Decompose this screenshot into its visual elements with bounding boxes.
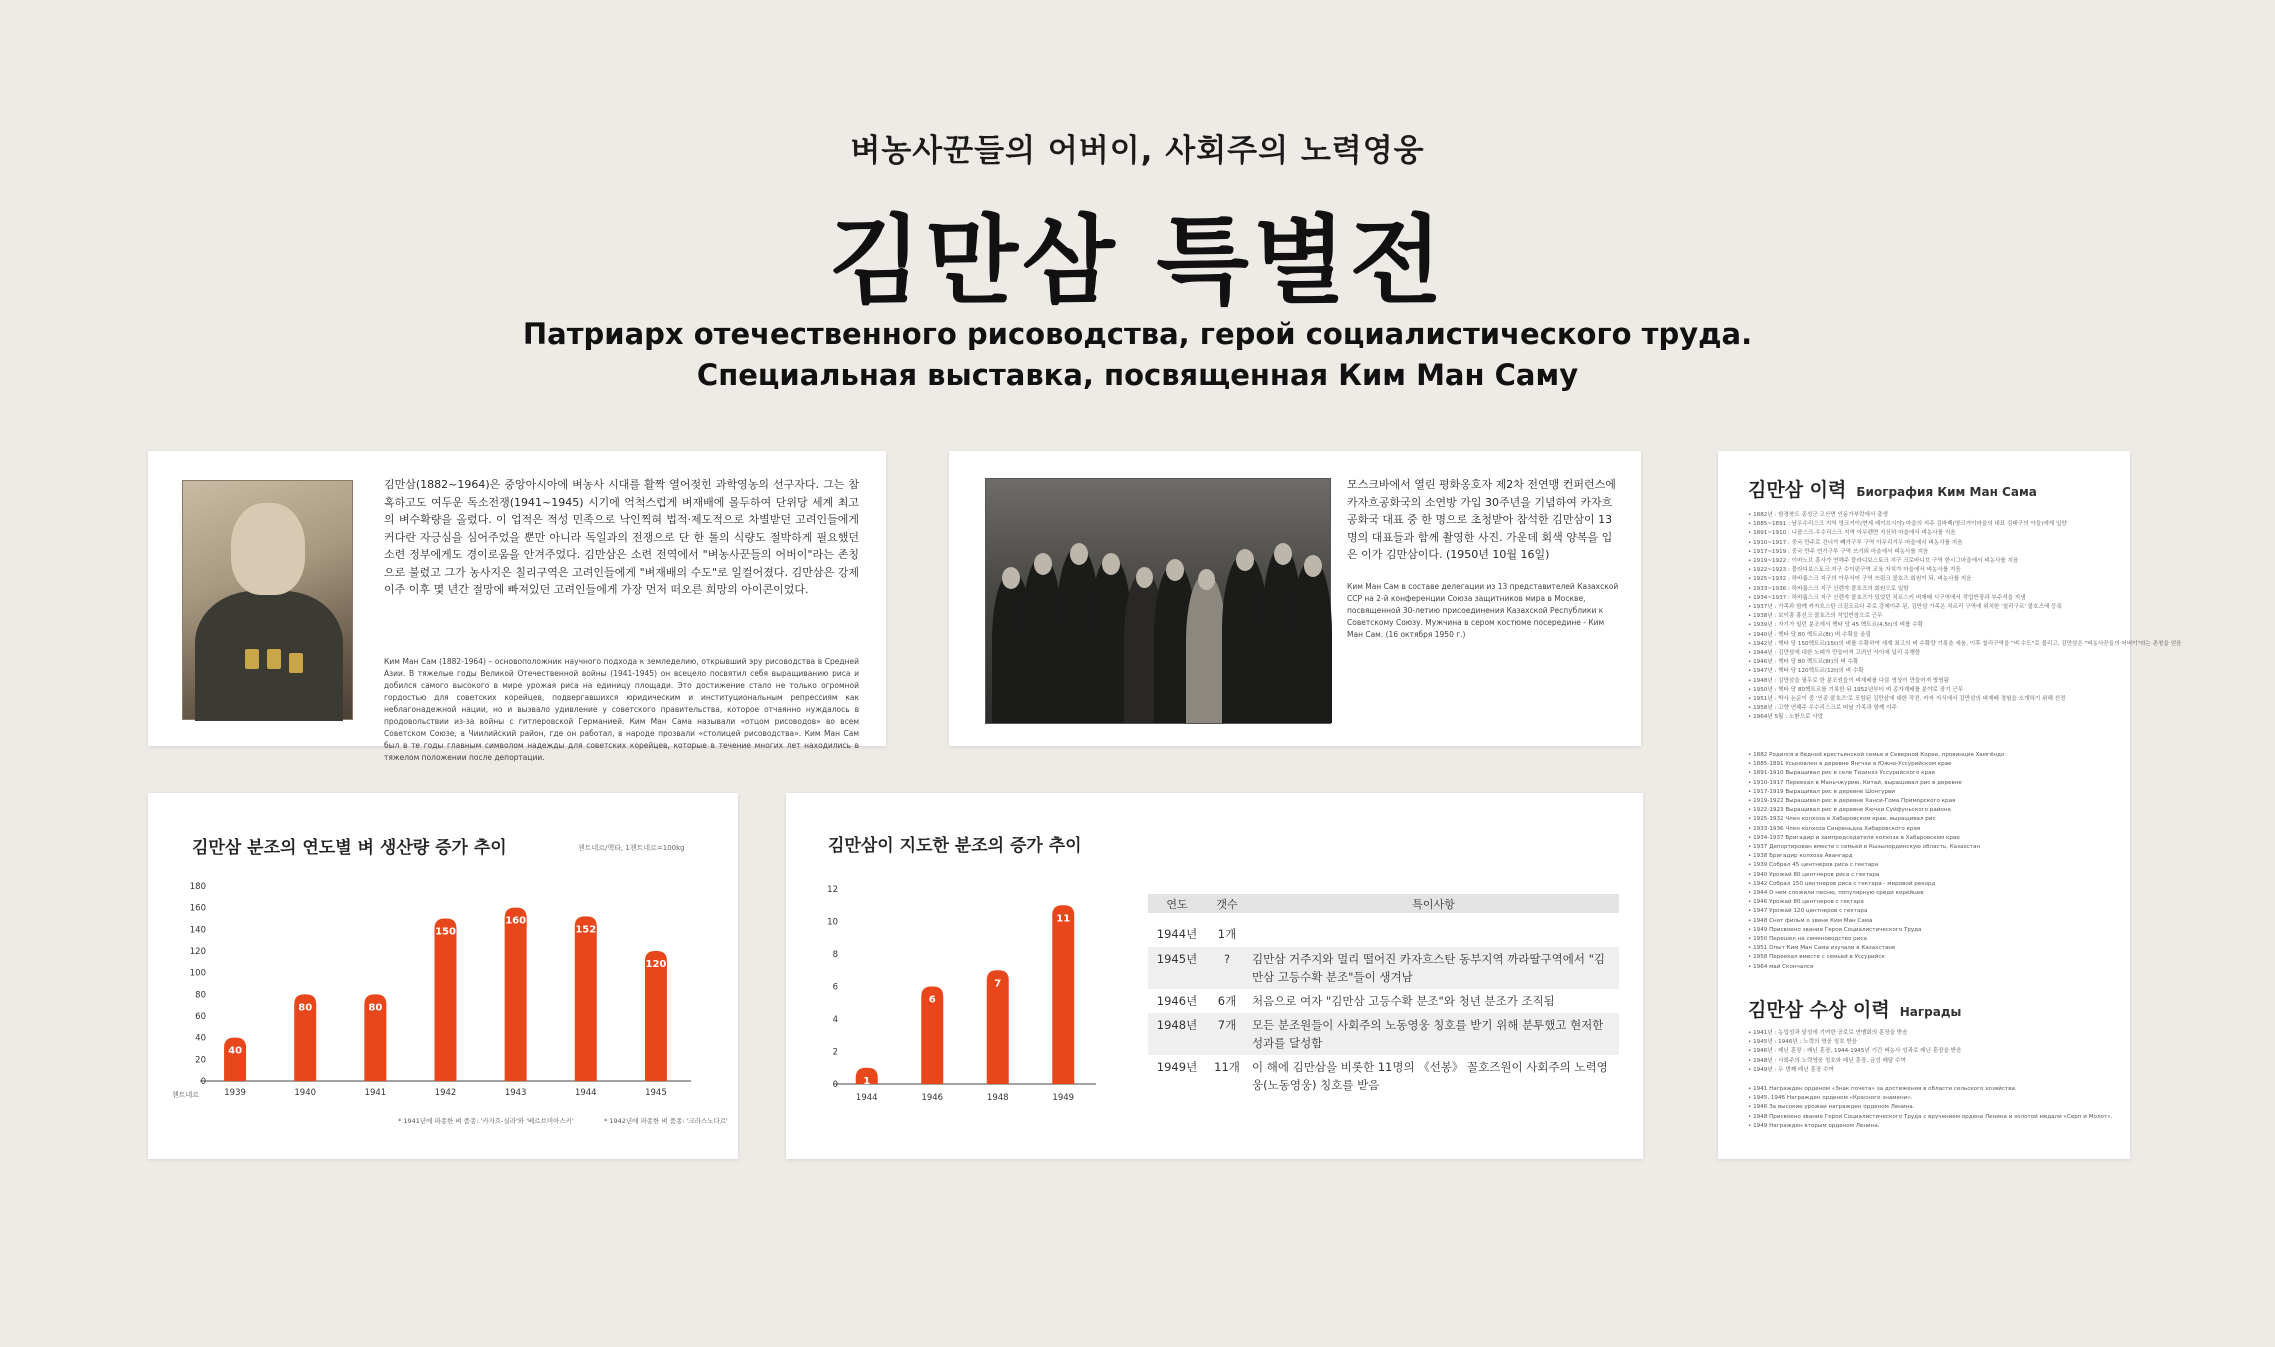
list-item: • 1951년 : 박사 논문이 중 '인종 콜호즈'로 포함된 김만삼에 대한 작전. 카자 지식에서 김만삼의 벼재배 경험을 소개하기 위해 선정 <box>1748 695 2108 704</box>
bar-value-label: 152 <box>575 924 597 936</box>
table-row <box>1148 1055 1619 1097</box>
awards-title-russian: Награды <box>1899 1005 1962 1019</box>
list-item: • 1949 Присвоено звание Героя Социалистического Труда <box>1748 926 2108 935</box>
x-tick-label: 1943 <box>504 1088 527 1098</box>
list-item: • 1910~1917 : 중국 만주로 건너가 빼가구루 구역 아무리거우 마을에서 벼농사를 지음 <box>1748 539 2108 548</box>
table-row <box>1148 1013 1619 1055</box>
list-item: • 1919~1922 : 이바노브 흥사가 연해주 블라디보스토크 지구 크로바니브 구역 한시그마을에서 벼농사를 지음 <box>1748 557 2108 566</box>
table-cell-year: 1946년 <box>1156 994 1198 1008</box>
x-tick-label: 1948 <box>986 1093 1009 1103</box>
bar-value-label: 40 <box>228 1045 243 1057</box>
list-item: • 1940년 : 헥타 당 80 헥트르(8t) 벼 수확을 올림 <box>1748 631 2108 640</box>
list-item: • 1946 За высокие урожаи награжден орденом Ленина. <box>1748 1103 2108 1112</box>
list-item: • 1947년 : 헥타 당 120헥트르(12t)의 벼 수확 <box>1748 667 2108 676</box>
list-item: • 1933~1936 : 하바롭스크 지구 신렌쟈 콜호즈의 회원으로 일함 <box>1748 585 2108 594</box>
table-cell-year: 1949년 <box>1156 1060 1198 1074</box>
bar-value-label: 7 <box>994 978 1002 990</box>
biography-panel <box>1718 451 2182 1159</box>
list-item: • 1946년 : 헥타 당 80 헥트르(8t)의 벼 수확 <box>1748 658 2108 667</box>
x-tick-label: 1944 <box>574 1088 597 1098</box>
awards-list-korean <box>1748 1029 2108 1075</box>
list-item: • 1939년 : 자기가 일던 분조에서 헥타 당 45 헥트르(4.5t)의 벼를 수확 <box>1748 621 2108 630</box>
list-item: • 1951 Опыт Ким Ман Сама изучали в Казахстане <box>1748 944 2108 953</box>
list-item: • 1917-1919 Выращивал рис в деревне Шонгурви <box>1748 788 2108 797</box>
y-unit-label: 첸트네르 <box>172 1091 200 1099</box>
awards-title <box>1748 995 1961 1022</box>
bar-value-label: 1 <box>863 1075 871 1087</box>
list-item: • 1891~1910 : 니콜스크-우수리스크 지역 아무렌면 지신허 마을에서 벼농사를 지음 <box>1748 529 2108 538</box>
list-item: • 1885-1891 Усыновлен в деревне Янгчхе в Южно-Уссурийском крае <box>1748 760 2108 769</box>
list-item: • 1947 Урожай 120 центнеров с гектара <box>1748 907 2108 916</box>
list-item: • 1885~1891 : 남우수리스크 지역 영크거이(현재 레이브시야) 마을의 지주 김바벡(영크거이마을의 대표 김태구의 아들)에게 입양 <box>1748 520 2108 529</box>
x-tick-label: 1940 <box>294 1088 317 1098</box>
bar-value-label: 11 <box>1056 913 1071 925</box>
group-photo-panel <box>949 451 1641 746</box>
list-item: • 1964 май Скончался <box>1748 963 2108 972</box>
list-item: • 1945년 : 1946년 : 노력의 영웅 칭호 받음 <box>1748 1038 2108 1047</box>
list-item: • 1934~1937 : 하바롭스크 지구 신렌쟈 콜호즈가 있었던 치르스키 벼재배 시구역에서 작업반장과 부주석을 지냄 <box>1748 594 2108 603</box>
awards-title-korean: 김만삼 수상 이력 <box>1748 999 1890 1021</box>
table-header-year: 연도 <box>1148 894 1206 913</box>
x-tick-label: 1945 <box>645 1088 667 1098</box>
list-item: • 1939 Собрал 45 центнеров риса с гектара <box>1748 861 2108 870</box>
list-item: • 1910-1917 Переехал в Маньчжурию, Китай, выращивал рис в деревне <box>1748 779 2108 788</box>
bar-value-label: 160 <box>505 915 527 927</box>
y-tick-label: 120 <box>189 947 206 957</box>
list-item: • 1891-1910 Выращивал рис в селе Тизинхэ Уссурийского края <box>1748 769 2108 778</box>
production-chart-title: 김만삼 분조의 연도별 벼 생산량 증가 추이 <box>192 838 507 858</box>
awards-list-russian <box>1748 1085 2113 1131</box>
list-item: • 1950 Перешел на семеноводство риса <box>1748 935 2108 944</box>
bar <box>224 1038 246 1081</box>
main-title-korean: 김만삼 특별전 <box>828 205 1447 317</box>
list-item: • 1964년 5월 : 노환으로 사망 <box>1748 713 2108 722</box>
brigade-table-header <box>1148 894 1619 913</box>
x-tick-label: 1939 <box>224 1088 246 1098</box>
table-cell-note: 이 해에 김만삼을 비롯한 11명의 《선봉》 꼴호즈원이 사회주의 노력영웅(노동영웅) 칭호를 받음 <box>1252 1060 1608 1092</box>
table-row <box>1148 989 1619 1013</box>
table-header-count: 갯수 <box>1206 894 1248 913</box>
list-item: • 1942년 : 헥타 당 150헥트르(15t)의 벼를 수확하여 세계 최고의 벼 수확량 기록을 세움. 이후 칠리구역을 "벼 수도"로 불리고, 김만삼은 "벼농사꾼들의 어버이"라는 존칭을 얻음 <box>1748 640 2108 649</box>
biography-title-korean: 김만삼 이력 <box>1748 479 1847 501</box>
bar <box>645 951 667 1081</box>
y-tick-label: 10 <box>827 917 838 928</box>
list-item: • 1948 Присвоено звание Героя Социалистического Труда с вручением ордена Ленина и золотой медали «Серп и Молот». <box>1748 1113 2108 1122</box>
y-tick-label: 160 <box>189 903 206 914</box>
y-tick-label: 80 <box>195 990 206 1001</box>
list-item: • 1917~1919 : 중국 만주 연기구루 구역 쓰기뫼 마을에서 벼농사를 지음 <box>1748 548 2108 557</box>
table-cell-count: 1개 <box>1217 927 1237 941</box>
biography-title-russian: Биография Ким Ман Сама <box>1856 485 2037 499</box>
bar-value-label: 6 <box>928 994 936 1006</box>
y-tick-label: 2 <box>832 1047 838 1058</box>
y-tick-label: 180 <box>189 882 206 892</box>
table-row <box>1148 947 1619 989</box>
list-item: • 1958 Переехал вместе с семьей в Уссурийск <box>1748 953 2108 962</box>
table-cell-note: 김만삼 거주지와 멀리 떨어진 카자흐스탄 동부지역 까라딸구역에서 "김만삼 고등수확 분조"들이 생겨남 <box>1248 947 1619 989</box>
list-item: • 1919-1922 Выращивал рис в деревне Ханси-Гома Приморского края <box>1748 797 2108 806</box>
list-item: • 1949년 : 두 번째 레닌 훈장 수여 <box>1748 1066 2108 1075</box>
y-tick-label: 60 <box>195 1012 206 1022</box>
list-item: • 1925-1932 Член колхоза в Хабаровском крае, выращивал рис <box>1748 815 2108 824</box>
biography-title <box>1748 475 2037 502</box>
list-item: • 1925~1932 : 하바롭스크 지구의 아무서어 구역 쓰림크 콜호즈 회원이 되, 벼농사를 지음 <box>1748 575 2108 584</box>
list-item: • 1882년 : 함경북도 종성군 고산면 인동가부락에서 출생 <box>1748 511 2108 520</box>
list-item: • 1948년 : 사회주의 노력영웅 칭호와 레닌 훈장, 금성 메달 수여 <box>1748 1057 2108 1066</box>
subtitle-korean: 벼농사꾼들의 어버이, 사회주의 노력영웅 <box>850 133 1425 169</box>
brigade-growth-panel <box>786 793 1643 1159</box>
table-cell-note: 모든 분조원들이 사회주의 노동영웅 칭호를 받기 위해 분투했고 현저한 성과를 달성함 <box>1248 1013 1619 1055</box>
y-tick-label: 8 <box>832 950 838 960</box>
list-item: • 1948 Снят фильм о звене Ким Ман Сама <box>1748 917 2108 926</box>
intro-text-korean: 김만삼(1882~1964)은 중앙아시아에 벼농사 시대를 활짝 열어젖힌 과학영농의 선구자다. 그는 참혹하고도 여두운 독소전쟁(1941~1945) 시기에 억척스럽게 벼재배에 몰두하여 단위당 세계 최고의 벼수확량을 올렸다. 이 업적은 적성 민족으로 낙인찍혀 법적·제도적으로 차별받던 고려인들에게 커다란 자긍심을 심어주었을 뿐만 아니라 독일과의 전쟁으로 단 한 톨의 식량도 절박하게 필요했던 소련 정부에게도 경이로움을 안겨주었다. 김만삼은 소련 전역에서 "벼농사꾼들의 어버이"라는 존칭으로 불렸고 그가 농사지은 칠리구역은 고려인들에게 "벼재배의 수도"로 일컬어졌다. 김만삼은 강제이주 이후 몇 년간 절망에 빠져있던 고려인들에게 가장 먼저 떠오른 희망의 아이콘이었다. <box>384 478 859 596</box>
y-tick-label: 140 <box>189 925 206 936</box>
x-tick-label: 1942 <box>434 1088 457 1098</box>
list-item: • 1946년 : 레닌 훈장 : 레닌 훈장, 1944-1945년 기간 벼농사 성과로 레닌 훈장을 받음 <box>1748 1047 2108 1056</box>
table-cell-year: 1948년 <box>1148 1013 1206 1055</box>
production-chart-panel <box>148 793 738 1159</box>
x-tick-label: 1946 <box>921 1093 944 1103</box>
bar-value-label: 80 <box>368 1002 383 1014</box>
list-item: • 1938 Бригадир колхоза Авангард <box>1748 852 2108 861</box>
list-item: • 1922-1923 Выращивал рис в деревне Кючхи Суйфуньского района <box>1748 806 2108 815</box>
photo-caption-korean: 모스크바에서 열린 평화옹호자 제2차 전연맹 컨퍼런스에 카자흐공화국의 소연방 가입 30주년을 기념하여 카자흐공화국 대표 중 한 명으로 초청받아 참석한 김만삼이 13명의 대표들과 함께 촬영한 사진. 가운데 회색 양복을 입은 이가 김만삼이다. (1950년 10월 16일) <box>1347 478 1616 561</box>
bar-value-label: 80 <box>298 1002 313 1014</box>
bar <box>575 916 597 1081</box>
list-item: • 1944 О нем сложили песню, популярную среди корейцев <box>1748 889 2108 898</box>
group-photo <box>985 478 1331 724</box>
list-item: • 1922~1923 : 블라디보스토크 지구 수이펀구역 교육 자치가 마을에서 벼농사를 지음 <box>1748 566 2108 575</box>
table-cell-count: 6개 <box>1217 994 1237 1008</box>
table-cell-note: 처음으로 여자 "김만삼 고등수확 분조"와 청년 분조가 조직됨 <box>1252 994 1555 1008</box>
portrait-photo <box>182 480 353 720</box>
table-row <box>1148 913 1619 947</box>
table-header-note: 특이사항 <box>1248 894 1619 913</box>
table-cell-year: 1944년 <box>1156 927 1198 941</box>
production-chart-unit: 첸트네르/헥타, 1첸트네르=100kg <box>578 844 685 852</box>
title-russian-line2: Специальная выставка, посвященная Ким Ман Саму <box>696 358 1579 392</box>
chart-footnote-1942: * 1942년에 파종한 벼 품종: '크라스노다르' <box>604 1117 728 1125</box>
biography-list-russian <box>1748 751 2108 972</box>
table-cell-count: 11개 <box>1214 1060 1240 1074</box>
photo-caption-russian: Ким Ман Сам в составе делегации из 13 представителей Казахской ССР на 2-й конференции Союза защитников мира в Москве, посвященной 30-летию присоединения Казахской Республики к Советскому Союзу. Мужчина в сером костюме посередине - Ким Ман Сам. (16 октября 1950 г.) <box>1347 582 1619 639</box>
chart-footnote-1941: * 1941년에 파종한 벼 품종: '카자흐-실라'와 '베르브미아스키' <box>398 1117 574 1125</box>
list-item: • 1937년 : 가족과 함께 카자흐스탄 크질오르다 주로 강제이주 된, 김만삼 가족은 치르리 구역에 위치한 '칠리구르' 콜호즈에 등록 <box>1748 603 2108 612</box>
biography-list-korean <box>1748 511 2182 723</box>
list-item: • 1941년 : 농업성과 달성에 기여한 공로로 연맹회의 훈장을 받음 <box>1748 1029 2108 1038</box>
list-item: • 1934-1937 Бригадир и зампредседателя колхоза в Хабаровском крае <box>1748 834 2108 843</box>
x-tick-label: 1941 <box>364 1088 387 1098</box>
list-item: • 1950년 : 헥타 당 80헥트르를 기록한 뒤 1952년부터 벼 종자재배를 분야로 장기 근무 <box>1748 686 2108 695</box>
list-item: • 1882 Родился в бедной крестьянской семье в Северной Корее, провинция Хамгёндо <box>1748 751 2108 760</box>
title-russian-line1: Патриарх отечественного рисоводства, герой социалистического труда. <box>522 317 1753 351</box>
y-tick-label: 0 <box>200 1077 206 1087</box>
list-item: • 1948년 : 김만삼을 필두로 한 분조원들이 벼재배를 다룬 영상이 만들어져 방영됨 <box>1748 677 2108 686</box>
table-cell-year: 1945년 <box>1148 947 1206 989</box>
y-tick-label: 100 <box>189 968 206 979</box>
bar <box>435 919 457 1082</box>
list-item: • 1946 Урожай 80 центнеров с гектара <box>1748 898 2108 907</box>
list-item: • 1937 Депортирован вместе с семьей в Кызылординскую область, Казахстан <box>1748 843 2108 852</box>
intro-text-russian: Ким Ман Сам (1882-1964) – основоположник научного подхода к земледелию, открывший эру рисоводства в Средней Азии. В тяжелые годы Великой Отечественной войны (1941-1945) он всецело посвятил себя выращиванию риса и добился самого высокого в мире урожая риса на единицу площади. Это достижение стало не только огромной гордостью для советских корейцев, подвергавшихся юридическим и институциональным репрессиям как неблагонадежной нации, но и вызвало удивление у советского правительства, которое отчаянно нуждалось в продовольствии из-за войны с гитлеровской Германией. Ким Ман Сама называли «отцом рисоводов» во всем Советском Союзе, а Чиилийский район, где он работал, в народе прозвали «столицей рисоводства». Ким Ман Сам был в те годы главным символом надежды для советских корейцев, которые в течение многих лет находились в тяжелом положении после депортации. <box>384 657 859 762</box>
bar <box>1052 905 1074 1084</box>
brigade-bar-chart <box>786 853 1126 1153</box>
x-tick-label: 1949 <box>1052 1093 1075 1103</box>
intro-panel <box>148 451 886 762</box>
list-item: • 1958년 : 고향 연해주 우수리스크로 떠날 가족과 함께 이주 <box>1748 704 2108 713</box>
y-tick-label: 6 <box>832 982 838 993</box>
list-item: • 1938년 : 보이흥 흥선크 콜호즈의 작업반장으로 근무 <box>1748 612 2108 621</box>
table-cell-count: 7개 <box>1206 1013 1248 1055</box>
y-tick-label: 12 <box>827 885 838 895</box>
bar-value-label: 120 <box>645 959 667 970</box>
list-item: • 1949 Награжден вторым орденом Ленина. <box>1748 1122 2108 1131</box>
brigade-table <box>1148 894 1619 1097</box>
list-item: • 1942 Собрал 150 центнеров риса с гектара - мировой рекорд <box>1748 880 2108 889</box>
table-cell-count: ? <box>1206 947 1248 989</box>
y-tick-label: 20 <box>195 1055 206 1066</box>
list-item: • 1933-1936 Член колхоза Синреньдза Хабаровского края <box>1748 825 2108 834</box>
list-item: • 1940 Урожай 80 центнеров риса с гектара <box>1748 871 2108 880</box>
bar-value-label: 150 <box>435 926 456 938</box>
list-item: • 1945, 1946 Награжден орденом «Красного знамени». <box>1748 1094 2108 1103</box>
y-tick-label: 4 <box>832 1015 838 1025</box>
table-cell-note <box>1248 913 1619 947</box>
list-item: • 1944년 : 김만삼에 대한 노래가 만들어져 고려인 사이에 널리 유행함 <box>1748 649 2108 658</box>
bar <box>505 908 527 1081</box>
list-item: • 1941 Награжден орденом «Знак почета» за достижения в области сельского хозяйства. <box>1748 1085 2108 1094</box>
production-bar-chart <box>148 793 738 1099</box>
x-tick-label: 1944 <box>855 1093 878 1103</box>
y-tick-label: 0 <box>832 1080 838 1090</box>
y-tick-label: 40 <box>195 1033 206 1044</box>
brigade-chart-title: 김만삼이 지도한 분조의 증가 추이 <box>828 836 1082 856</box>
